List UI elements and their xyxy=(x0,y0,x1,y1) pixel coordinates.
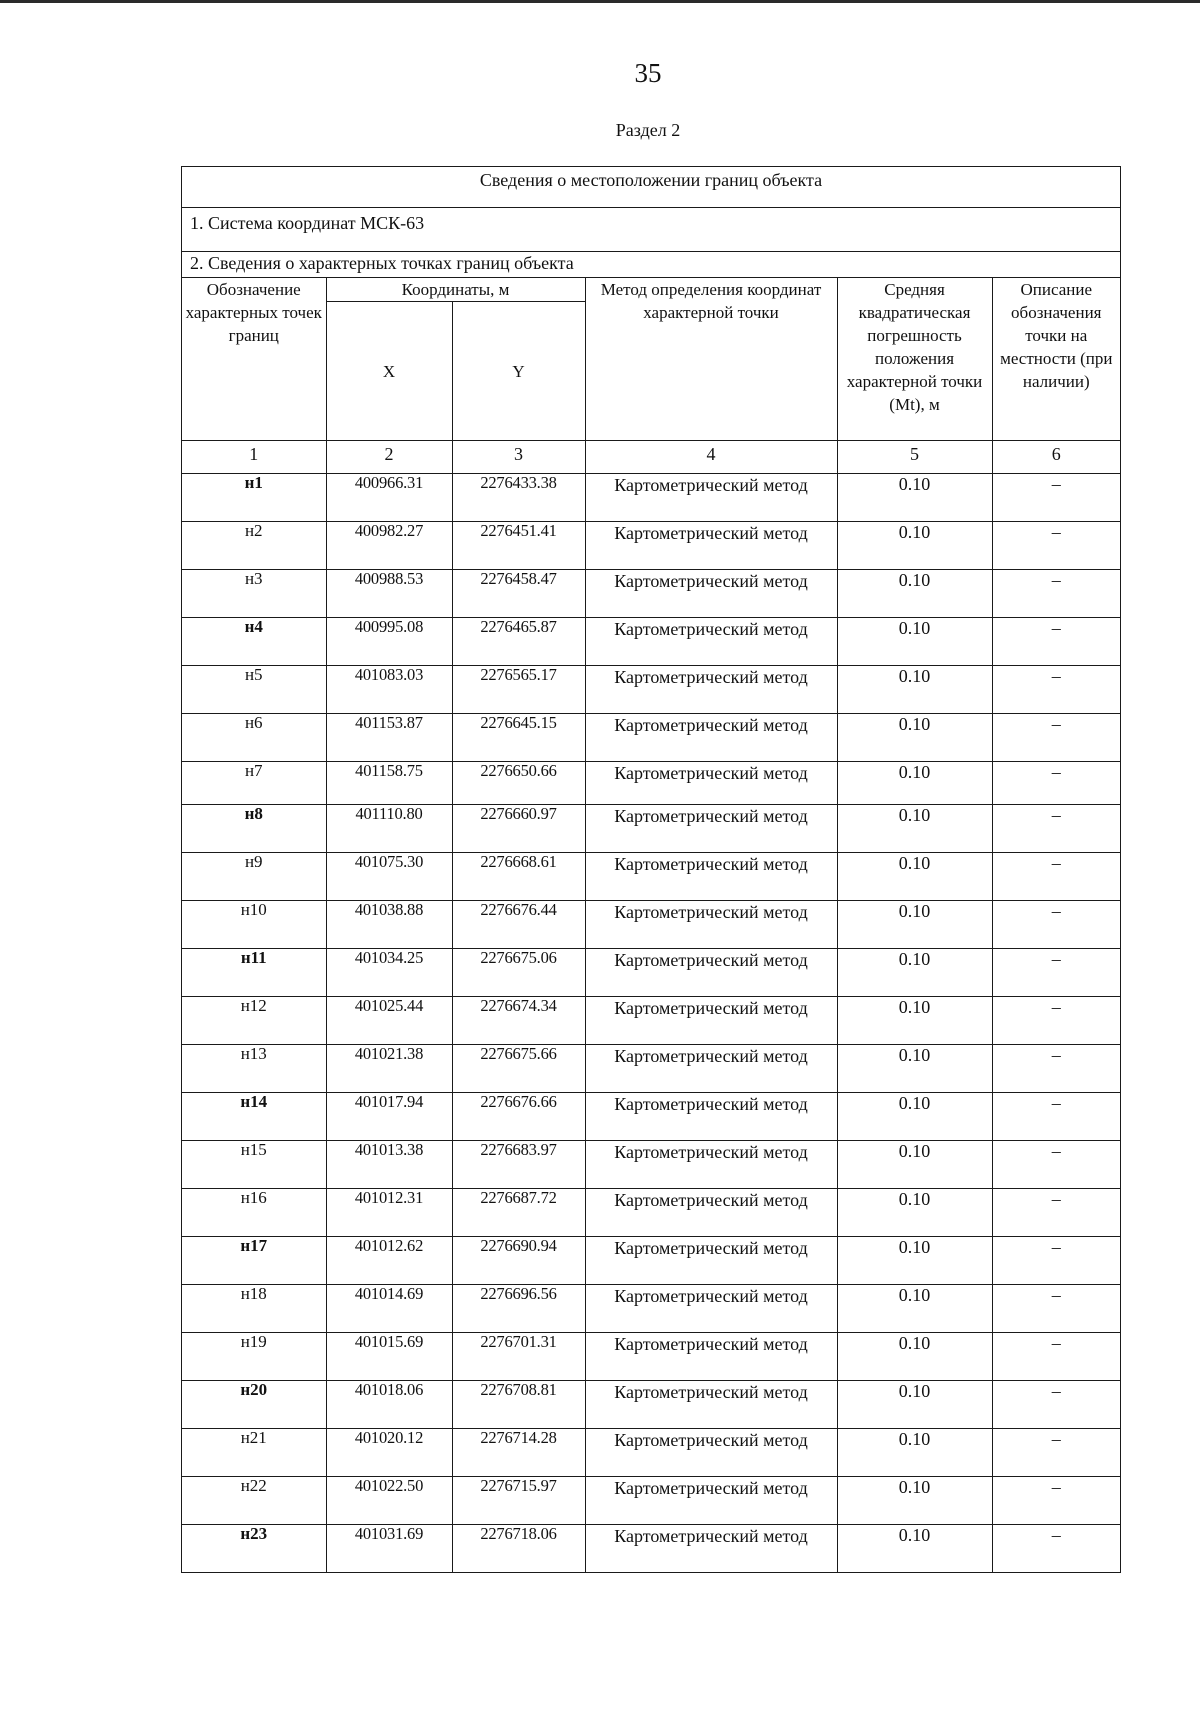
y-coordinate-cell: 2276675.06 xyxy=(452,949,585,997)
description-cell: – xyxy=(992,805,1120,853)
table-row xyxy=(182,1141,1120,1189)
y-coordinate-cell: 2276708.81 xyxy=(452,1381,585,1429)
point-cell: н7 xyxy=(182,762,326,805)
description-cell: – xyxy=(992,853,1120,901)
method-cell: Картометрический метод xyxy=(585,1525,837,1573)
x-coordinate-cell: 401075.30 xyxy=(326,853,452,901)
description-cell: – xyxy=(992,901,1120,949)
description-cell: – xyxy=(992,714,1120,762)
x-coordinate-cell: 401083.03 xyxy=(326,666,452,714)
y-coordinate-cell: 2276433.38 xyxy=(452,474,585,522)
table-row xyxy=(182,570,1120,618)
point-cell: н12 xyxy=(182,997,326,1045)
column-number: 3 xyxy=(452,441,585,474)
method-cell: Картометрический метод xyxy=(585,1189,837,1237)
table-row xyxy=(182,1525,1120,1573)
y-coordinate-cell: 2276715.97 xyxy=(452,1477,585,1525)
description-cell: – xyxy=(992,1333,1120,1381)
table-row xyxy=(182,666,1120,714)
y-coordinate-cell: 2276718.06 xyxy=(452,1525,585,1573)
point-cell: н3 xyxy=(182,570,326,618)
description-cell: – xyxy=(992,1477,1120,1525)
accuracy-cell: 0.10 xyxy=(837,853,992,901)
method-cell: Картометрический метод xyxy=(585,714,837,762)
accuracy-cell: 0.10 xyxy=(837,1285,992,1333)
description-cell: – xyxy=(992,997,1120,1045)
point-cell: н16 xyxy=(182,1189,326,1237)
column-number-row xyxy=(182,441,1120,474)
x-coordinate-cell: 401022.50 xyxy=(326,1477,452,1525)
y-coordinate-cell: 2276674.34 xyxy=(452,997,585,1045)
description-cell: – xyxy=(992,666,1120,714)
description-cell: – xyxy=(992,522,1120,570)
description-cell: – xyxy=(992,1285,1120,1333)
y-coordinate-cell: 2276676.44 xyxy=(452,901,585,949)
table-row xyxy=(182,853,1120,901)
table-row xyxy=(182,1045,1120,1093)
point-cell: н22 xyxy=(182,1477,326,1525)
accuracy-cell: 0.10 xyxy=(837,618,992,666)
y-coordinate-cell: 2276458.47 xyxy=(452,570,585,618)
point-cell: н2 xyxy=(182,522,326,570)
y-coordinate-cell: 2276668.61 xyxy=(452,853,585,901)
table-row xyxy=(182,949,1120,997)
column-number: 6 xyxy=(992,441,1120,474)
accuracy-cell: 0.10 xyxy=(837,949,992,997)
accuracy-cell: 0.10 xyxy=(837,1429,992,1477)
point-cell: н14 xyxy=(182,1093,326,1141)
point-cell: н10 xyxy=(182,901,326,949)
x-coordinate-cell: 401038.88 xyxy=(326,901,452,949)
point-cell: н11 xyxy=(182,949,326,997)
document-title: Сведения о местоположении границ объекта xyxy=(182,167,1120,208)
accuracy-cell: 0.10 xyxy=(837,1045,992,1093)
accuracy-cell: 0.10 xyxy=(837,522,992,570)
table-row xyxy=(182,1237,1120,1285)
accuracy-cell: 0.10 xyxy=(837,714,992,762)
method-cell: Картометрический метод xyxy=(585,1333,837,1381)
header-description: Описание обозначения точки на местности (при наличии) xyxy=(992,278,1120,441)
x-coordinate-cell: 401021.38 xyxy=(326,1045,452,1093)
x-coordinate-cell: 400988.53 xyxy=(326,570,452,618)
y-coordinate-cell: 2276645.15 xyxy=(452,714,585,762)
table-row xyxy=(182,1093,1120,1141)
description-cell: – xyxy=(992,1045,1120,1093)
header-y: Y xyxy=(452,302,585,441)
table-row xyxy=(182,1381,1120,1429)
table-row xyxy=(182,997,1120,1045)
point-cell: н19 xyxy=(182,1333,326,1381)
x-coordinate-cell: 401020.12 xyxy=(326,1429,452,1477)
x-coordinate-cell: 401013.38 xyxy=(326,1141,452,1189)
header-accuracy: Средняя квадратическая погрешность положения характерной точки (Mt), м xyxy=(837,278,992,441)
method-cell: Картометрический метод xyxy=(585,997,837,1045)
column-number: 2 xyxy=(326,441,452,474)
x-coordinate-cell: 401012.62 xyxy=(326,1237,452,1285)
description-cell: – xyxy=(992,474,1120,522)
description-cell: – xyxy=(992,618,1120,666)
column-number: 5 xyxy=(837,441,992,474)
method-cell: Картометрический метод xyxy=(585,805,837,853)
y-coordinate-cell: 2276565.17 xyxy=(452,666,585,714)
accuracy-cell: 0.10 xyxy=(837,762,992,805)
accuracy-cell: 0.10 xyxy=(837,1381,992,1429)
accuracy-cell: 0.10 xyxy=(837,1189,992,1237)
x-coordinate-cell: 401034.25 xyxy=(326,949,452,997)
point-cell: н5 xyxy=(182,666,326,714)
y-coordinate-cell: 2276451.41 xyxy=(452,522,585,570)
y-coordinate-cell: 2276696.56 xyxy=(452,1285,585,1333)
method-cell: Картометрический метод xyxy=(585,1141,837,1189)
accuracy-cell: 0.10 xyxy=(837,474,992,522)
y-coordinate-cell: 2276465.87 xyxy=(452,618,585,666)
point-cell: н15 xyxy=(182,1141,326,1189)
method-cell: Картометрический метод xyxy=(585,1429,837,1477)
x-coordinate-cell: 400966.31 xyxy=(326,474,452,522)
point-cell: н13 xyxy=(182,1045,326,1093)
method-cell: Картометрический метод xyxy=(585,853,837,901)
table-row xyxy=(182,522,1120,570)
accuracy-cell: 0.10 xyxy=(837,1333,992,1381)
coordinate-system: 1. Система координат МСК-63 xyxy=(182,208,1120,252)
table-row xyxy=(182,805,1120,853)
point-cell: н20 xyxy=(182,1381,326,1429)
method-cell: Картометрический метод xyxy=(585,762,837,805)
column-number: 4 xyxy=(585,441,837,474)
x-coordinate-cell: 401158.75 xyxy=(326,762,452,805)
accuracy-cell: 0.10 xyxy=(837,1093,992,1141)
table-row xyxy=(182,618,1120,666)
point-cell: н8 xyxy=(182,805,326,853)
x-coordinate-cell: 401110.80 xyxy=(326,805,452,853)
accuracy-cell: 0.10 xyxy=(837,1477,992,1525)
table-row xyxy=(182,1429,1120,1477)
method-cell: Картометрический метод xyxy=(585,949,837,997)
x-coordinate-cell: 400995.08 xyxy=(326,618,452,666)
points-heading: 2. Сведения о характерных точках границ объекта xyxy=(190,253,574,273)
table-row xyxy=(182,474,1120,522)
table-row xyxy=(182,901,1120,949)
page-number: 35 xyxy=(634,58,662,88)
header-x: X xyxy=(326,302,452,441)
points-table xyxy=(182,277,1120,1572)
y-coordinate-cell: 2276675.66 xyxy=(452,1045,585,1093)
method-cell: Картометрический метод xyxy=(585,522,837,570)
method-cell: Картометрический метод xyxy=(585,1045,837,1093)
point-cell: н21 xyxy=(182,1429,326,1477)
point-cell: н9 xyxy=(182,853,326,901)
y-coordinate-cell: 2276650.66 xyxy=(452,762,585,805)
boundary-info-sheet xyxy=(181,166,1121,1573)
table-row xyxy=(182,1333,1120,1381)
method-cell: Картометрический метод xyxy=(585,1381,837,1429)
table-row xyxy=(182,1477,1120,1525)
method-cell: Картометрический метод xyxy=(585,474,837,522)
column-number: 1 xyxy=(182,441,326,474)
header-method: Метод определения координат характерной точки xyxy=(585,278,837,441)
accuracy-cell: 0.10 xyxy=(837,666,992,714)
description-cell: – xyxy=(992,1093,1120,1141)
x-coordinate-cell: 401018.06 xyxy=(326,1381,452,1429)
point-cell: н6 xyxy=(182,714,326,762)
y-coordinate-cell: 2276690.94 xyxy=(452,1237,585,1285)
table-row xyxy=(182,1285,1120,1333)
header-designation: Обозначение характерных точек границ xyxy=(182,278,326,441)
y-coordinate-cell: 2276714.28 xyxy=(452,1429,585,1477)
description-cell: – xyxy=(992,1189,1120,1237)
table-row xyxy=(182,762,1120,805)
accuracy-cell: 0.10 xyxy=(837,1141,992,1189)
description-cell: – xyxy=(992,949,1120,997)
accuracy-cell: 0.10 xyxy=(837,570,992,618)
x-coordinate-cell: 401025.44 xyxy=(326,997,452,1045)
y-coordinate-cell: 2276676.66 xyxy=(452,1093,585,1141)
description-cell: – xyxy=(992,1525,1120,1573)
point-cell: н1 xyxy=(182,474,326,522)
method-cell: Картометрический метод xyxy=(585,1477,837,1525)
method-cell: Картометрический метод xyxy=(585,1093,837,1141)
x-coordinate-cell: 400982.27 xyxy=(326,522,452,570)
accuracy-cell: 0.10 xyxy=(837,901,992,949)
x-coordinate-cell: 401017.94 xyxy=(326,1093,452,1141)
x-coordinate-cell: 401031.69 xyxy=(326,1525,452,1573)
point-cell: н23 xyxy=(182,1525,326,1573)
description-cell: – xyxy=(992,570,1120,618)
accuracy-cell: 0.10 xyxy=(837,1525,992,1573)
method-cell: Картометрический метод xyxy=(585,570,837,618)
x-coordinate-cell: 401153.87 xyxy=(326,714,452,762)
method-cell: Картометрический метод xyxy=(585,618,837,666)
description-cell: – xyxy=(992,1141,1120,1189)
x-coordinate-cell: 401012.31 xyxy=(326,1189,452,1237)
table-header-row xyxy=(182,278,1120,302)
accuracy-cell: 0.10 xyxy=(837,997,992,1045)
method-cell: Картометрический метод xyxy=(585,901,837,949)
description-cell: – xyxy=(992,762,1120,805)
description-cell: – xyxy=(992,1381,1120,1429)
header-coordinates: Координаты, м xyxy=(326,278,585,302)
description-cell: – xyxy=(992,1429,1120,1477)
method-cell: Картометрический метод xyxy=(585,1237,837,1285)
table-row xyxy=(182,714,1120,762)
y-coordinate-cell: 2276660.97 xyxy=(452,805,585,853)
point-cell: н4 xyxy=(182,618,326,666)
method-cell: Картометрический метод xyxy=(585,666,837,714)
y-coordinate-cell: 2276683.97 xyxy=(452,1141,585,1189)
table-body xyxy=(182,474,1120,1573)
accuracy-cell: 0.10 xyxy=(837,805,992,853)
point-cell: н18 xyxy=(182,1285,326,1333)
description-cell: – xyxy=(992,1237,1120,1285)
page-top-rule xyxy=(0,0,1200,3)
section-label: Раздел 2 xyxy=(615,120,681,140)
y-coordinate-cell: 2276701.31 xyxy=(452,1333,585,1381)
x-coordinate-cell: 401014.69 xyxy=(326,1285,452,1333)
y-coordinate-cell: 2276687.72 xyxy=(452,1189,585,1237)
accuracy-cell: 0.10 xyxy=(837,1237,992,1285)
point-cell: н17 xyxy=(182,1237,326,1285)
table-row xyxy=(182,1189,1120,1237)
x-coordinate-cell: 401015.69 xyxy=(326,1333,452,1381)
method-cell: Картометрический метод xyxy=(585,1285,837,1333)
